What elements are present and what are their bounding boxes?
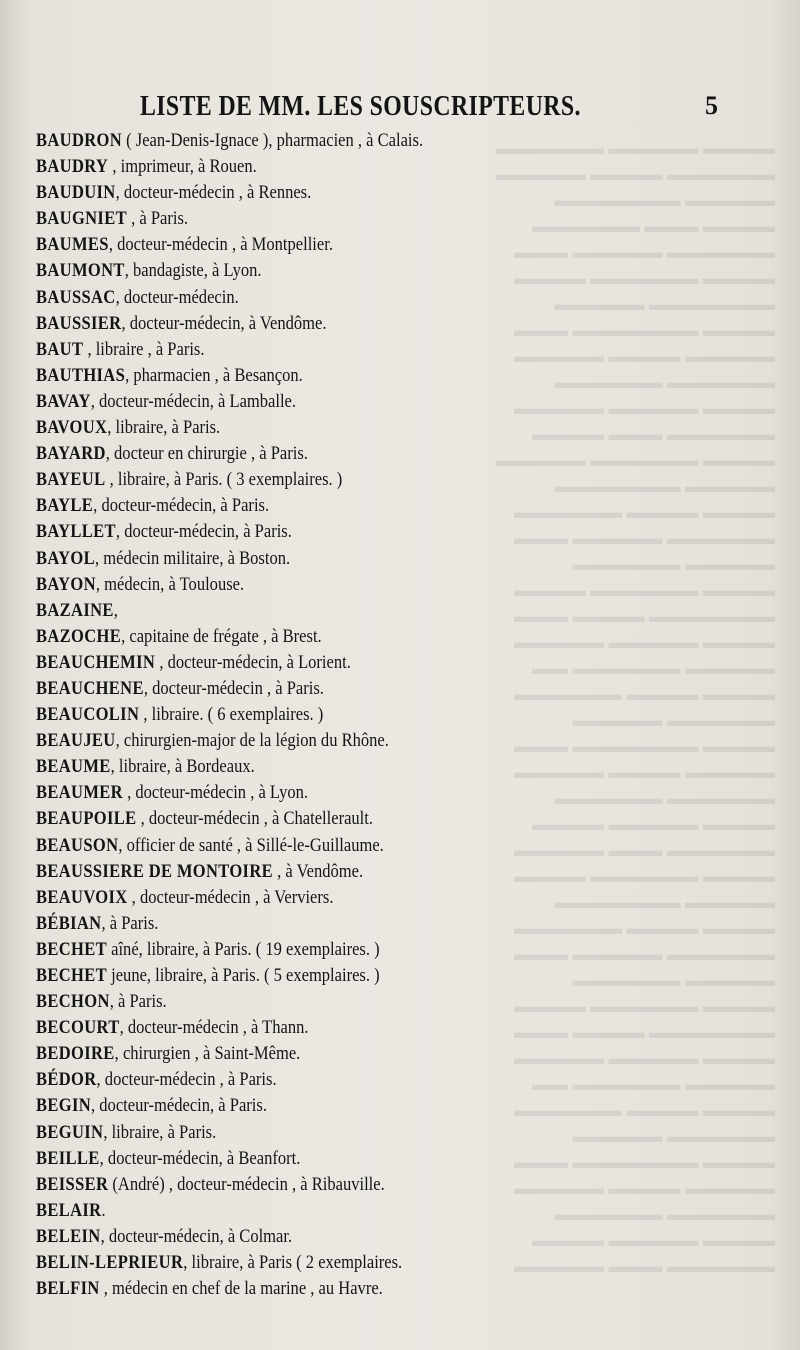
subscriber-name: BAUMONT xyxy=(36,260,125,282)
subscriber-entry xyxy=(36,624,680,650)
subscriber-details: , docteur-médecin, à Paris. xyxy=(115,521,292,543)
subscriber-name: BELEIN xyxy=(36,1225,101,1247)
subscriber-entry xyxy=(36,311,680,337)
subscriber-name: BAYOL xyxy=(36,547,96,569)
subscriber-details: , docteur-médecin , à Lyon. xyxy=(122,782,309,804)
subscriber-entry xyxy=(36,1093,680,1119)
subscriber-details: , docteur-médecin , à Paris. xyxy=(96,1069,277,1091)
subscriber-name: BEDOIRE xyxy=(36,1043,115,1065)
subscriber-name: BEAUJEU xyxy=(36,730,116,752)
subscriber-details: ( Jean-Denis-Ignace ), pharmacien , à Calais. xyxy=(122,130,424,151)
subscriber-name: BÉBIAN xyxy=(36,912,102,934)
subscriber-entry xyxy=(36,1250,680,1276)
subscriber-details: , libraire, à Paris. xyxy=(103,1121,217,1143)
subscriber-name: BAZOCHE xyxy=(36,625,122,647)
subscriber-name: BELAIR xyxy=(36,1199,102,1221)
running-title: LISTE DE MM. LES SOUSCRIPTEURS. xyxy=(140,89,581,122)
subscriber-entry xyxy=(36,493,680,519)
subscriber-entry xyxy=(36,1041,680,1067)
subscriber-name: BECHON xyxy=(36,991,110,1013)
subscriber-details: , libraire, à Paris ( 2 exemplaires. xyxy=(183,1252,403,1274)
subscriber-details: (André) , docteur-médecin , à Ribauville. xyxy=(108,1173,385,1195)
subscriber-entry xyxy=(36,1120,680,1146)
subscriber-entry xyxy=(36,650,680,676)
subscriber-name: BAYON xyxy=(36,573,96,595)
subscriber-details: aîné, libraire, à Paris. ( 19 exemplaires. ) xyxy=(106,938,380,960)
subscriber-name: BAUGNIET xyxy=(36,208,127,230)
subscriber-entry xyxy=(36,885,680,911)
subscriber-entry xyxy=(36,363,680,389)
subscriber-details: , officier de santé , à Sillé-le-Guillaume. xyxy=(118,834,384,856)
subscriber-details: , docteur-médecin, à Colmar. xyxy=(100,1225,293,1247)
subscriber-entry xyxy=(36,1276,680,1302)
subscriber-details: , à Paris. xyxy=(101,912,159,934)
subscriber-details: , docteur-médecin , à Verviers. xyxy=(127,886,334,908)
subscriber-details: , docteur-médecin , à Thann. xyxy=(119,1017,309,1039)
subscriber-entry xyxy=(36,180,680,206)
subscriber-entry xyxy=(36,519,680,545)
subscriber-entry xyxy=(36,285,680,311)
subscriber-name: BAUT xyxy=(36,338,84,360)
subscriber-entry xyxy=(36,232,680,258)
subscriber-details: , bandagiste, à Lyon. xyxy=(124,260,262,282)
subscriber-details: , docteur-médecin, à Vendôme. xyxy=(121,312,327,334)
subscriber-details: . xyxy=(101,1199,106,1221)
subscriber-name: BAUDRY xyxy=(36,156,109,178)
subscriber-name: BEAUCHENE xyxy=(36,677,144,699)
subscriber-entry xyxy=(36,780,680,806)
subscriber-entry xyxy=(36,546,680,572)
subscriber-details: , docteur en chirurgie , à Paris. xyxy=(105,443,308,465)
subscriber-entry xyxy=(36,1224,680,1250)
subscriber-details: , libraire, à Paris. ( 3 exemplaires. ) xyxy=(105,469,343,491)
subscriber-details: , libraire , à Paris. xyxy=(83,338,205,360)
subscriber-name: BAUSSAC xyxy=(36,286,116,308)
subscriber-details: , capitaine de frégate , à Brest. xyxy=(121,625,322,647)
subscriber-entry xyxy=(36,937,680,963)
subscriber-details: , libraire. ( 6 exemplaires. ) xyxy=(139,704,324,726)
subscriber-name: BAVAY xyxy=(36,390,91,412)
subscriber-entry xyxy=(36,154,680,180)
subscriber-name: BAZAINE xyxy=(36,599,114,621)
subscriber-name: BELFIN xyxy=(36,1278,100,1300)
subscriber-details: , médecin en chef de la marine , au Havre. xyxy=(99,1278,383,1300)
subscriber-entry xyxy=(36,833,680,859)
subscriber-details: , médecin, à Toulouse. xyxy=(95,573,245,595)
subscriber-entry xyxy=(36,206,680,232)
subscriber-name: BEAUPOILE xyxy=(36,808,137,830)
subscriber-name: BELIN-LEPRIEUR xyxy=(36,1252,184,1274)
subscriber-entry xyxy=(36,389,680,415)
subscriber-entry xyxy=(36,1172,680,1198)
subscriber-name: BEAUSSIERE DE MONTOIRE xyxy=(36,860,274,882)
bleed-through-texture: ▬▬▬▬ ▬▬▬▬▬ ▬▬▬▬▬▬ ▬▬▬▬▬▬ ▬▬▬▬ ▬▬▬▬▬ ▬▬▬▬▬ ▬▬▬▬▬▬▬ ▬▬▬▬ ▬▬▬ ▬▬▬▬▬▬ ▬▬▬▬▬▬ ▬▬▬▬▬ ▬▬▬ ▬▬▬▬ ▬▬▬▬▬▬ ▬▬▬▬ ▬▬▬▬▬▬▬ ▬▬▬▬▬ ▬▬▬▬ ▬▬▬▬▬▬▬ ▬▬▬ ▬▬▬▬▬ ▬▬▬▬ ▬▬▬▬▬ ▬▬▬▬▬▬ ▬▬▬▬▬▬ ▬▬▬▬ ▬▬▬▬▬ ▬▬▬▬▬ ▬▬▬▬▬▬ ▬▬▬ ▬▬▬▬ ▬▬▬▬ ▬▬▬▬▬▬ ▬▬▬▬▬ ▬▬▬▬▬ ▬▬▬▬▬▬▬ ▬▬▬▬ ▬▬▬▬ ▬▬▬▬▬▬ ▬▬▬▬▬▬ ▬▬▬▬▬ ▬▬▬ ▬▬▬▬▬ ▬▬▬▬▬▬ ▬▬▬▬ ▬▬▬▬▬▬ ▬▬▬▬ ▬▬▬▬▬▬▬ ▬▬▬▬ ▬▬▬ ▬▬▬▬ ▬▬▬▬▬ ▬▬▬▬▬ ▬▬▬▬▬ ▬▬▬▬▬▬ ▬▬ ▬▬▬▬ ▬▬▬▬ ▬▬▬▬▬▬ ▬▬▬▬▬▬ ▬▬▬▬▬ ▬▬▬▬ ▬▬▬▬▬▬▬ ▬▬▬ ▬▬▬▬▬ ▬▬▬▬ ▬▬▬▬▬ ▬▬▬▬▬▬ ▬▬▬▬▬▬ ▬▬▬▬ ▬▬▬▬▬ ▬▬▬▬ ▬▬▬▬▬▬ ▬▬▬ ▬▬▬▬▬ ▬▬▬▬ ▬▬▬▬▬▬ ▬▬▬▬ ▬▬▬▬▬ ▬▬▬▬▬▬▬ ▬▬▬▬ ▬▬▬▬ ▬▬▬▬▬▬ ▬▬▬▬▬▬ ▬▬▬▬▬ ▬▬▬ ▬▬▬▬▬ ▬▬▬▬▬▬ ▬▬▬▬ ▬▬▬▬▬▬ ▬▬▬▬ ▬▬▬▬▬▬▬ ▬▬▬▬ ▬▬▬ ▬▬▬▬ ▬▬▬▬▬ ▬▬▬▬▬ ▬▬▬▬▬ ▬▬▬▬▬▬ ▬▬ ▬▬▬▬ ▬▬▬▬ ▬▬▬▬▬▬ ▬▬▬▬▬▬ ▬▬▬▬▬ ▬▬▬▬ ▬▬▬▬▬▬▬ ▬▬▬ ▬▬▬▬▬ ▬▬▬▬ ▬▬▬▬▬ ▬▬▬▬▬▬ ▬▬▬▬▬▬ ▬▬▬▬ ▬▬▬▬▬ ▬▬▬▬ ▬▬▬▬▬▬ ▬▬▬ ▬▬▬▬▬ xyxy=(496,138,775,1276)
subscriber-details: , à Paris. xyxy=(109,991,167,1013)
subscriber-name: BAVOUX xyxy=(36,417,108,439)
subscriber-entry xyxy=(36,572,680,598)
subscriber-details: , docteur-médecin, à Lamballe. xyxy=(90,390,297,412)
subscriber-entry xyxy=(36,989,680,1015)
subscriber-name: BECOURT xyxy=(36,1017,120,1039)
subscriber-details: , docteur-médecin , à Rennes. xyxy=(115,182,312,204)
subscriber-name: BECHET xyxy=(36,938,107,960)
subscriber-entry xyxy=(36,702,680,728)
subscriber-entry xyxy=(36,728,680,754)
subscriber-entry xyxy=(36,1015,680,1041)
subscriber-details: , libraire, à Paris. xyxy=(107,417,221,439)
page-number: 5 xyxy=(705,91,718,120)
subscriber-entry xyxy=(36,1067,680,1093)
subscriber-name: BEISSER xyxy=(36,1173,109,1195)
subscriber-entry xyxy=(36,598,680,624)
subscriber-name: BAUDUIN xyxy=(36,182,116,204)
subscriber-entry xyxy=(36,911,680,937)
subscriber-entry xyxy=(36,1146,680,1172)
subscriber-name: BAUSSIER xyxy=(36,312,122,334)
subscriber-entry xyxy=(36,859,680,885)
subscriber-name: BECHET xyxy=(36,965,107,986)
page-header xyxy=(140,86,730,126)
subscriber-details: , docteur-médecin, à Paris. xyxy=(91,1095,267,1117)
subscriber-details: , libraire, à Bordeaux. xyxy=(110,756,255,778)
subscriber-name: BEGUIN xyxy=(36,1121,104,1143)
subscriber-details: , chirurgien , à Saint-Même. xyxy=(114,1043,301,1065)
subscriber-details: , docteur-médecin, à Paris. xyxy=(93,495,270,517)
subscriber-entry xyxy=(36,337,680,363)
subscriber-name: BEGIN xyxy=(36,1095,92,1117)
subscriber-details: , xyxy=(113,599,118,621)
subscriber-entry xyxy=(36,963,680,989)
subscriber-name: BÉDOR xyxy=(36,1069,97,1091)
subscriber-details: , docteur-médecin , à Chatellerault. xyxy=(136,808,374,830)
subscriber-details: , imprimeur, à Rouen. xyxy=(108,156,257,178)
subscriber-details: , docteur-médecin , à Paris. xyxy=(143,677,324,699)
subscriber-details: , docteur-médecin , à Montpellier. xyxy=(108,234,333,256)
subscriber-details: , docteur-médecin, à Lorient. xyxy=(155,651,351,673)
subscriber-entry xyxy=(36,1198,680,1224)
subscriber-entry xyxy=(36,754,680,780)
subscriber-entry xyxy=(36,441,680,467)
subscriber-name: BAYEUL xyxy=(36,469,106,491)
subscriber-name: BEAUVOIX xyxy=(36,886,128,908)
subscriber-name: BEAUME xyxy=(36,756,111,778)
subscriber-list xyxy=(36,128,776,1302)
subscriber-details: , pharmacien , à Besançon. xyxy=(125,364,303,386)
subscriber-name: BAUDRON xyxy=(36,130,123,151)
subscriber-details: , à Vendôme. xyxy=(273,860,364,882)
subscriber-entry xyxy=(36,467,680,493)
subscriber-name: BEILLE xyxy=(36,1147,100,1169)
subscriber-name: BAUTHIAS xyxy=(36,364,126,386)
subscriber-name: BAYLLET xyxy=(36,521,116,543)
subscriber-details: , docteur-médecin. xyxy=(115,286,239,308)
subscriber-entry xyxy=(36,258,680,284)
subscriber-details: jeune, libraire, à Paris. ( 5 exemplaires. ) xyxy=(106,965,380,986)
subscriber-name: BAYLE xyxy=(36,495,94,517)
subscriber-entry xyxy=(36,128,680,154)
subscriber-entry xyxy=(36,415,680,441)
subscriber-name: BEAUCOLIN xyxy=(36,704,140,726)
subscriber-name: BEAUSON xyxy=(36,834,119,856)
subscriber-details: , chirurgien-major de la légion du Rhône. xyxy=(115,730,389,752)
subscriber-details: , médecin militaire, à Boston. xyxy=(95,547,291,569)
subscriber-name: BEAUCHEMIN xyxy=(36,651,156,673)
subscriber-details: , docteur-médecin, à Beanfort. xyxy=(99,1147,301,1169)
subscriber-name: BAUMES xyxy=(36,234,109,256)
subscriber-details: , à Paris. xyxy=(126,208,189,230)
subscriber-name: BEAUMER xyxy=(36,782,123,804)
subscriber-name: BAYARD xyxy=(36,443,106,465)
subscriber-entry xyxy=(36,806,680,832)
subscriber-entry xyxy=(36,676,680,702)
